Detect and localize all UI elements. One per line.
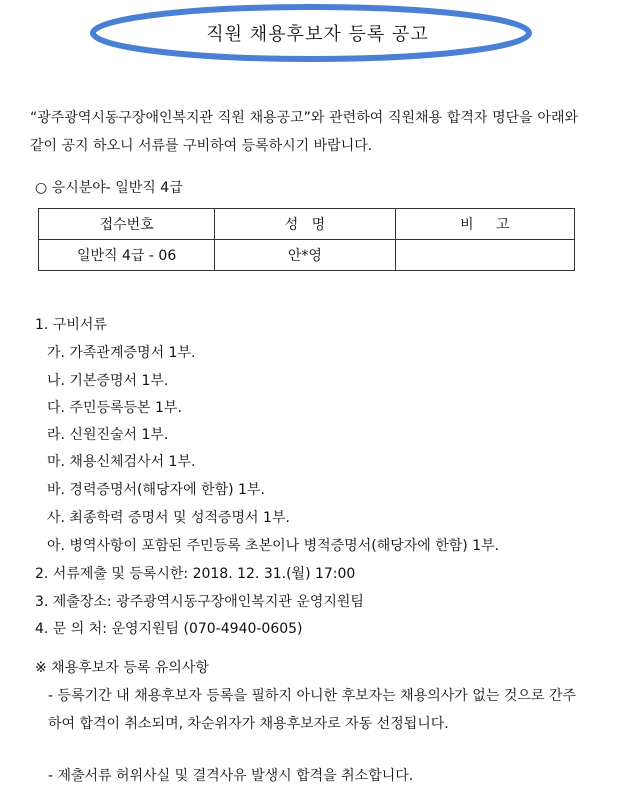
table-row	[39, 240, 575, 271]
cell-name: 안*영	[215, 240, 395, 271]
field-line: ○ 응시분야- 일반직 4급	[35, 180, 183, 196]
candidate-table	[38, 208, 575, 271]
cell-remarks	[395, 240, 574, 271]
intro-paragraph: “광주광역시동구장애인복지관 직원 채용공고”와 관련하여 직원채용 합격자 명단을 아래와 같이 공지 하오니 서류를 구비하여 등록하시기 바랍니다.	[30, 110, 578, 154]
header-name: 성 명	[215, 209, 395, 240]
cell-receipt-no: 일반직 4급 - 06	[39, 240, 215, 271]
docs-heading: 1. 구비서류	[35, 317, 107, 333]
doc-item: 가. 가족관계증명서 1부.	[47, 345, 196, 361]
doc-item: 아. 병역사항이 포함된 주민등록 초본이나 병적증명서(해당자에 한함) 1부.	[47, 538, 500, 554]
title-banner	[0, 0, 635, 72]
doc-item: 라. 신원진술서 1부.	[47, 427, 169, 443]
page-title: 직원 채용후보자 등록 공고	[206, 24, 429, 45]
contact-line: 4. 문 의 처: 운영지원팀 (070-4940-0605)	[35, 621, 303, 637]
note-item-2: - 제출서류 허위사실 및 결격사유 발생시 합격을 취소합니다.	[48, 768, 414, 784]
doc-item: 마. 채용신체검사서 1부.	[47, 454, 196, 470]
notes-heading: ※ 채용후보자 등록 유의사항	[35, 660, 209, 676]
header-receipt-no: 접수번호	[39, 209, 215, 240]
doc-item: 바. 경력증명서(해당자에 한함) 1부.	[47, 482, 265, 498]
doc-item: 나. 기본증명서 1부.	[47, 373, 169, 389]
header-remarks: 비 고	[395, 209, 574, 240]
table-header-row	[39, 209, 575, 240]
deadline-line: 2. 서류제출 및 등록시한: 2018. 12. 31.(월) 17:00	[35, 566, 356, 582]
doc-item: 사. 최종학력 증명서 및 성적증명서 1부.	[47, 510, 290, 526]
doc-item: 다. 주민등록등본 1부.	[47, 400, 182, 416]
place-line: 3. 제출장소: 광주광역시동구장애인복지관 운영지원팀	[35, 594, 364, 610]
note-item-1: - 등록기간 내 채용후보자 등록을 필하지 아니한 후보자는 채용의사가 없는 것으로 간주하여 합격이 취소되며, 차순위자가 채용후보자로 자동 선정됩니다.	[48, 688, 576, 732]
